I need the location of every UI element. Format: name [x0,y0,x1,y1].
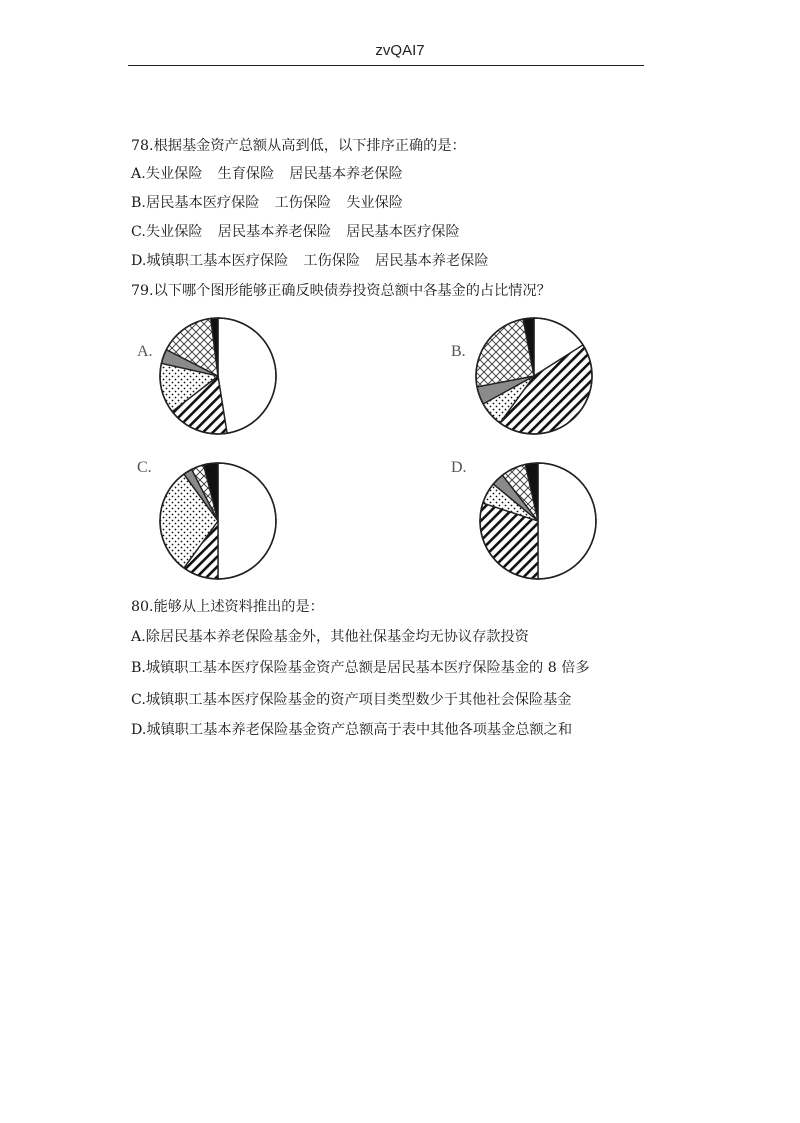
chart-c-label: C. [137,459,152,476]
option-item: 工伤保险 [303,253,361,269]
pie-chart-a [160,318,276,434]
option-label: B. [131,195,146,211]
chart-a-label: A. [137,343,153,360]
option-item: 居民基本养老保险 [217,224,332,240]
pie-chart-b [476,318,592,434]
option-item: 居民基本养老保险 [375,253,489,269]
option-item: 生育保险 [217,166,275,182]
q78-stem: 78.根据基金资产总额从高到低，以下排序正确的是： [131,138,466,154]
option-item: 城镇职工基本医疗保险 [146,253,289,269]
pie-chart-d [480,463,596,579]
option-item: 居民基本医疗保险 [346,224,460,240]
q80-option-d[interactable]: D.城镇职工基本养老保险基金资产总额高于表中其他各项基金总额之和 [131,722,573,738]
option-item: 工伤保险 [274,195,332,211]
pie-slice-white [218,463,276,579]
option-item: 失业保险 [145,224,203,240]
option-item: 居民基本医疗保险 [145,195,260,211]
q80-option-a[interactable]: A.除居民基本养老保险基金外，其他社保基金均无协议存款投资 [131,629,529,645]
pie-chart-c [160,463,276,579]
q80-stem: 80.能够从上述资料推出的是： [131,599,324,615]
option-label: D. [131,253,147,269]
header-title: zvQAI7 [375,42,425,59]
chart-b-label: B. [451,343,466,360]
option-item: 失业保险 [346,195,403,211]
option-label: C. [131,224,146,240]
q79-stem: 79.以下哪个图形能够正确反映债券投资总额中各基金的占比情况？ [131,283,551,299]
chart-d-label: D. [451,459,467,476]
option-item: 失业保险 [145,166,203,182]
option-item: 居民基本养老保险 [289,166,403,182]
option-label: A. [131,166,146,182]
q80-option-b[interactable]: B.城镇职工基本医疗保险基金资产总额是居民基本医疗保险基金的 8 倍多 [131,660,590,676]
pie-slice-white [538,463,596,579]
q80-option-c[interactable]: C.城镇职工基本医疗保险基金的资产项目类型数少于其他社会保险基金 [131,692,572,708]
pie-slice-white [218,318,276,433]
